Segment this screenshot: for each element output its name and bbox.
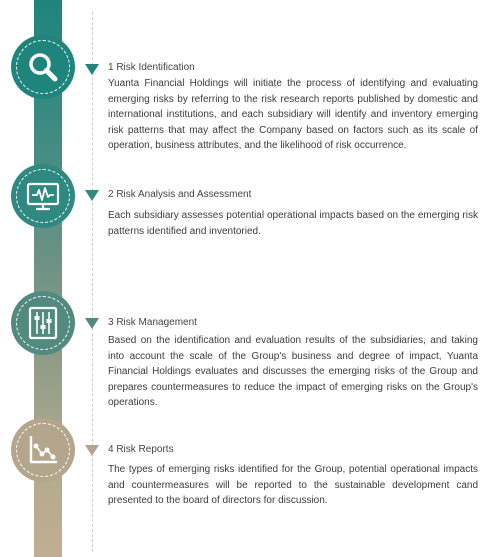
step-4-marker [85, 445, 99, 456]
step-1-icon-badge [11, 35, 75, 99]
step-3-marker [85, 318, 99, 329]
step-2-marker [85, 190, 99, 201]
step-2-title: 2 Risk Analysis and Assessment [108, 189, 252, 200]
monitor-pulse-icon [25, 178, 61, 214]
step-3-description: Based on the identification and evaluation results of the subsidiaries, and taking into account the scale of the Group's business and degree of impact, Yuanta Financial Holdings evaluates and discusses the emerging risks of the Group and prepares countermeasures to reduce the impact of emerging risks on the Group's operations. [108, 335, 478, 408]
step-1-marker [85, 64, 99, 75]
search-icon [25, 49, 61, 85]
step-1-description: Yuanta Financial Holdings will initiate the process of identifying and evaluating emerging risks by referring to the risk research reports published by domestic and international institutions, and each subsidiary will identify and inventory emerging risk patterns that may affect the Company based on factors such as its scale of operation, business attributes, and the likelihood of risk occurrence. [108, 78, 478, 151]
step-4-icon-badge [11, 418, 75, 482]
step-2-icon-badge [11, 164, 75, 228]
step-4-title: 4 Risk Reports [108, 444, 174, 455]
step-3-icon-badge [11, 291, 75, 355]
timeline-dashed-line [92, 12, 93, 552]
chart-icon [25, 432, 61, 468]
step-2-description: Each subsidiary assesses potential operational impacts based on the emerging risk patterns identified and inventoried. [108, 210, 478, 237]
step-1-title: 1 Risk Identification [108, 62, 195, 73]
control-panel-icon [25, 305, 61, 341]
step-3-title: 3 Risk Management [108, 317, 197, 328]
step-4-description: The types of emerging risks identified for the Group, potential operational impacts and countermeasures will be reported to the sustainable development cand presented to the board of directors for discussion. [108, 464, 478, 506]
